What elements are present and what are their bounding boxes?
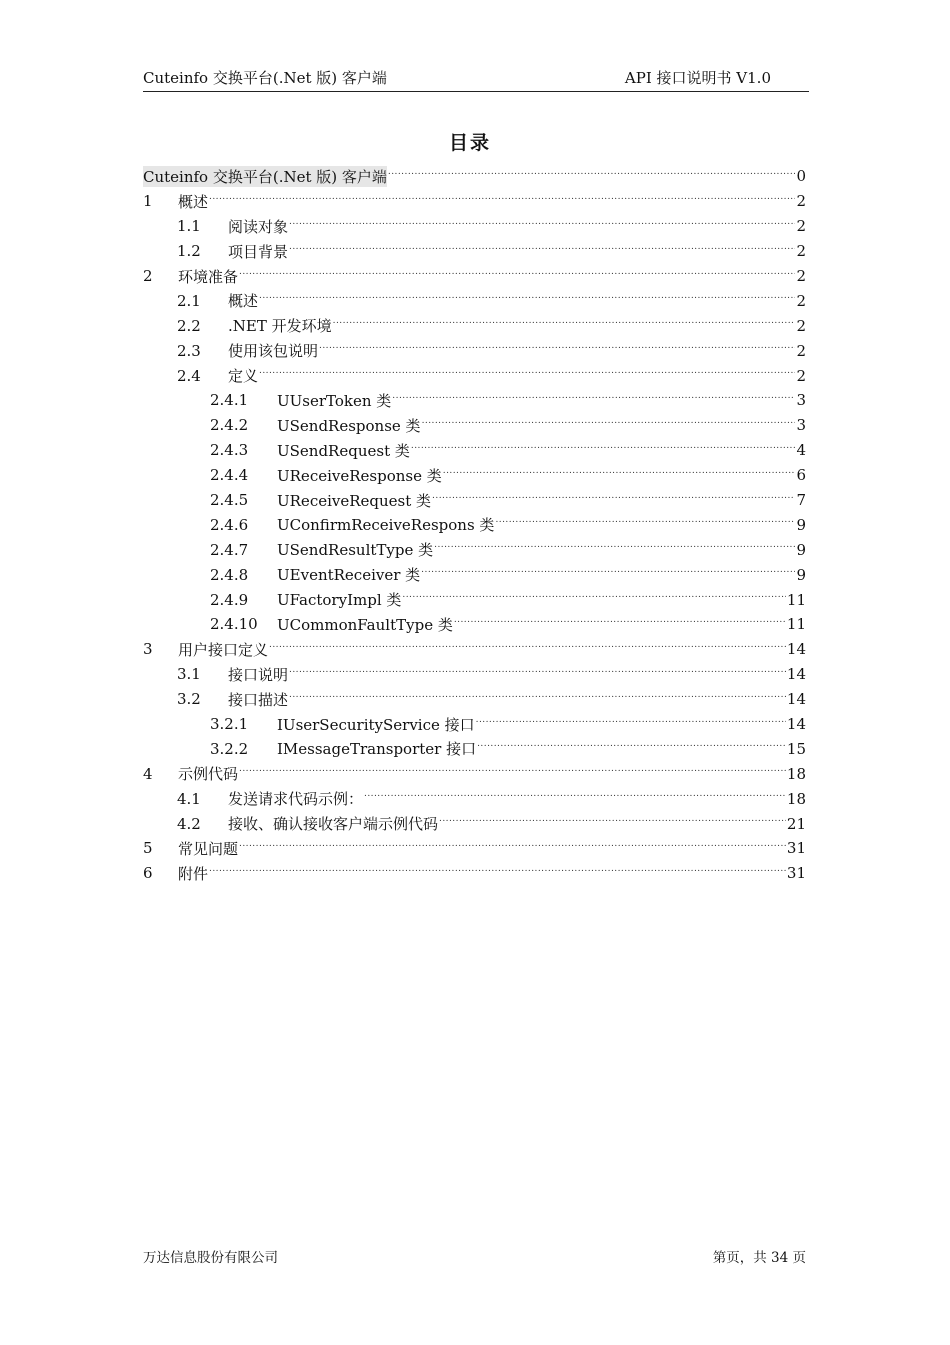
toc-entry-title[interactable]: 接收、确认接收客户端示例代码 [228, 815, 439, 834]
toc-entry-title[interactable]: 发送请求代码示例： [228, 790, 364, 809]
toc-entry[interactable] [143, 736, 806, 761]
toc-entry-page-number: 18 [786, 789, 806, 808]
toc-entry-page-number: 9 [796, 540, 806, 559]
page-footer [143, 1246, 806, 1266]
toc-entry-title[interactable]: 使用该包说明 [228, 342, 319, 361]
toc-entry-title[interactable]: IMessageTransporter 接口 [277, 740, 477, 759]
toc-dot-leader [333, 313, 796, 338]
toc-entry-title[interactable]: 接口说明 [228, 665, 289, 684]
toc-entry-title[interactable]: IUserSecurityService 接口 [277, 715, 475, 734]
toc-entry-title[interactable]: 附件 [178, 864, 209, 883]
toc-entry[interactable] [143, 687, 806, 712]
toc-dot-leader [402, 587, 786, 612]
toc-entry-number: 2.4.2 [210, 416, 249, 435]
toc-entry-page-number: 4 [796, 441, 806, 460]
toc-entry-number: 3.2 [177, 690, 201, 709]
toc-dot-leader [239, 836, 786, 861]
toc-entry-title[interactable]: 用户接口定义 [178, 640, 269, 659]
toc-dot-leader [388, 164, 796, 189]
toc-entry-title[interactable]: USendRequest 类 [277, 441, 410, 460]
toc-entry-page-number: 18 [786, 764, 806, 783]
toc-entry-page-number: 2 [796, 341, 806, 360]
toc-entry-page-number: 3 [796, 391, 806, 410]
toc-entry-page-number: 9 [796, 565, 806, 584]
toc-dot-leader [454, 612, 786, 637]
toc-entry-title[interactable]: 示例代码 [178, 765, 239, 784]
toc-entry[interactable] [143, 612, 806, 637]
toc-dot-leader [422, 413, 796, 438]
toc-entry-page-number: 2 [796, 316, 806, 335]
toc-entry-page-number: 6 [796, 466, 806, 485]
toc-entry[interactable] [143, 363, 806, 388]
toc-dot-leader [289, 662, 786, 687]
toc-entry-number: 2.4 [177, 366, 201, 385]
toc-entry-page-number: 2 [796, 242, 806, 261]
toc-entry-number: 3.2.2 [210, 739, 249, 758]
toc-entry-number: 2.4.6 [210, 515, 249, 534]
table-of-contents [143, 164, 806, 886]
toc-entry-page-number: 14 [786, 640, 806, 659]
toc-entry-title[interactable]: 概述 [228, 292, 259, 311]
toc-dot-leader [477, 736, 786, 761]
toc-dot-leader [289, 239, 795, 264]
toc-entry[interactable] [143, 388, 806, 413]
toc-entry-page-number: 31 [786, 839, 806, 858]
toc-entry-number: 4.1 [177, 789, 201, 808]
toc-entry[interactable] [143, 164, 806, 189]
page-header [143, 67, 809, 92]
toc-entry[interactable] [143, 637, 806, 662]
toc-entry-title[interactable]: UFactoryImpl 类 [277, 591, 402, 610]
toc-entry-number: 5 [143, 839, 153, 858]
toc-entry-title[interactable]: 定义 [228, 367, 259, 386]
toc-entry-page-number: 2 [796, 192, 806, 211]
toc-entry[interactable] [143, 338, 806, 363]
toc-entry-title[interactable]: USendResultType 类 [277, 541, 434, 560]
toc-dot-leader [209, 861, 786, 886]
toc-entry-title[interactable]: USendResponse 类 [277, 416, 421, 435]
toc-entry-page-number: 21 [786, 814, 806, 833]
toc-entry-title[interactable]: 接口描述 [228, 690, 289, 709]
toc-dot-leader [259, 363, 795, 388]
toc-entry-number: 2.4.3 [210, 441, 249, 460]
toc-entry[interactable] [143, 712, 806, 737]
toc-entry-number: 4 [143, 764, 153, 783]
toc-entry-page-number: 0 [796, 167, 806, 186]
toc-dot-leader [269, 637, 786, 662]
toc-entry-title[interactable]: 环境准备 [178, 267, 239, 286]
toc-dot-leader [392, 388, 795, 413]
header-doc-version: API 接口说明书 V1.0 [624, 69, 771, 87]
toc-dot-leader [411, 438, 796, 463]
toc-dot-leader [434, 537, 795, 562]
toc-entry-number: 2 [143, 267, 153, 285]
toc-entry-number: 2.4.8 [210, 565, 249, 584]
toc-entry-number: 3.2.1 [210, 715, 249, 734]
toc-entry-number: 2.4.1 [210, 391, 249, 410]
toc-dot-leader [421, 562, 795, 587]
toc-dot-leader [209, 189, 795, 214]
toc-dot-leader [319, 338, 795, 363]
toc-entry-page-number: 11 [786, 615, 806, 634]
toc-entry-page-number: 2 [796, 217, 806, 236]
toc-entry-number: 2.4.10 [210, 615, 258, 634]
toc-entry-title[interactable]: UReceiveRequest 类 [277, 491, 432, 510]
footer-page-count: 第页，共 34 页 [712, 1250, 806, 1266]
toc-entry-page-number: 15 [786, 739, 806, 758]
toc-entry[interactable] [143, 562, 806, 587]
toc-entry-page-number: 14 [786, 665, 806, 684]
toc-dot-leader [439, 811, 786, 836]
toc-entry-page-number: 14 [786, 715, 806, 734]
toc-entry-title[interactable]: 常见问题 [178, 839, 239, 858]
toc-entry[interactable] [143, 438, 806, 463]
toc-entry[interactable] [143, 811, 806, 836]
toc-entry[interactable] [143, 264, 806, 289]
toc-entry-page-number: 31 [786, 864, 806, 883]
toc-entry-number: 1.1 [177, 217, 201, 236]
toc-entry[interactable] [143, 662, 806, 687]
toc-entry-number: 3 [143, 640, 153, 659]
toc-entry-title[interactable]: 项目背景 [228, 242, 289, 261]
footer-company: 万达信息股份有限公司 [143, 1250, 278, 1266]
toc-dot-leader [259, 288, 795, 313]
toc-dot-leader [289, 687, 786, 712]
toc-entry-number: 2.2 [177, 316, 201, 335]
toc-dot-leader [443, 463, 796, 488]
toc-entry[interactable] [143, 463, 806, 488]
toc-entry[interactable] [143, 537, 806, 562]
header-doc-title: Cuteinfo 交换平台(.Net 版) 客户端 [143, 69, 387, 87]
toc-dot-leader [364, 786, 786, 811]
toc-title: 目录 [448, 132, 491, 154]
toc-entry-title[interactable]: UCommonFaultType 类 [277, 615, 453, 634]
toc-entry-title[interactable]: UConfirmReceiveRespons 类 [277, 516, 495, 535]
toc-entry-number: 3.1 [177, 665, 201, 684]
toc-dot-leader [239, 264, 795, 289]
toc-entry-number: 2.4.5 [210, 491, 249, 510]
toc-entry-number: 6 [143, 864, 153, 883]
toc-entry-title[interactable]: 阅读对象 [228, 217, 289, 236]
toc-entry[interactable] [143, 239, 806, 264]
toc-entry-title[interactable]: UUserToken 类 [277, 391, 392, 410]
toc-entry[interactable] [143, 836, 806, 861]
toc-entry-number: 2.4.7 [210, 540, 249, 559]
toc-entry[interactable] [143, 587, 806, 612]
toc-entry[interactable] [143, 512, 806, 537]
toc-entry-page-number: 2 [796, 291, 806, 310]
toc-entry-title[interactable]: 概述 [178, 192, 209, 211]
toc-entry-page-number: 2 [796, 267, 806, 285]
toc-entry-page-number: 11 [786, 590, 806, 609]
toc-entry-number: 2.1 [177, 291, 201, 310]
toc-entry-page-number: 14 [786, 690, 806, 709]
toc-entry[interactable] [143, 313, 806, 338]
toc-entry-page-number: 9 [796, 515, 806, 534]
toc-entry-number: 1 [143, 192, 153, 211]
toc-entry-number: 4.2 [177, 814, 201, 833]
toc-entry-page-number: 3 [796, 416, 806, 435]
toc-entry[interactable] [143, 189, 806, 214]
toc-dot-leader [432, 488, 795, 513]
toc-entry-title[interactable]: Cuteinfo 交换平台(.Net 版) 客户端 [143, 167, 387, 186]
toc-dot-leader [289, 214, 795, 239]
toc-entry-number: 2.3 [177, 341, 201, 360]
toc-entry-number: 1.2 [177, 242, 201, 261]
toc-entry-page-number: 7 [796, 491, 806, 510]
toc-entry[interactable] [143, 761, 806, 786]
toc-entry-number: 2.4.4 [210, 466, 249, 485]
toc-entry[interactable] [143, 413, 806, 438]
toc-entry-title[interactable]: .NET 开发环境 [228, 317, 332, 336]
toc-dot-leader [476, 712, 786, 737]
toc-entry-number: 2.4.9 [210, 590, 249, 609]
toc-entry-title[interactable]: UReceiveResponse 类 [277, 466, 442, 485]
toc-entry-page-number: 2 [796, 366, 806, 385]
toc-dot-leader [239, 761, 786, 786]
toc-entry[interactable] [143, 288, 806, 313]
toc-entry[interactable] [143, 861, 806, 886]
toc-dot-leader [495, 512, 795, 537]
toc-entry[interactable] [143, 488, 806, 513]
toc-entry[interactable] [143, 786, 806, 811]
toc-entry-title[interactable]: UEventReceiver 类 [277, 566, 421, 585]
toc-entry[interactable] [143, 214, 806, 239]
